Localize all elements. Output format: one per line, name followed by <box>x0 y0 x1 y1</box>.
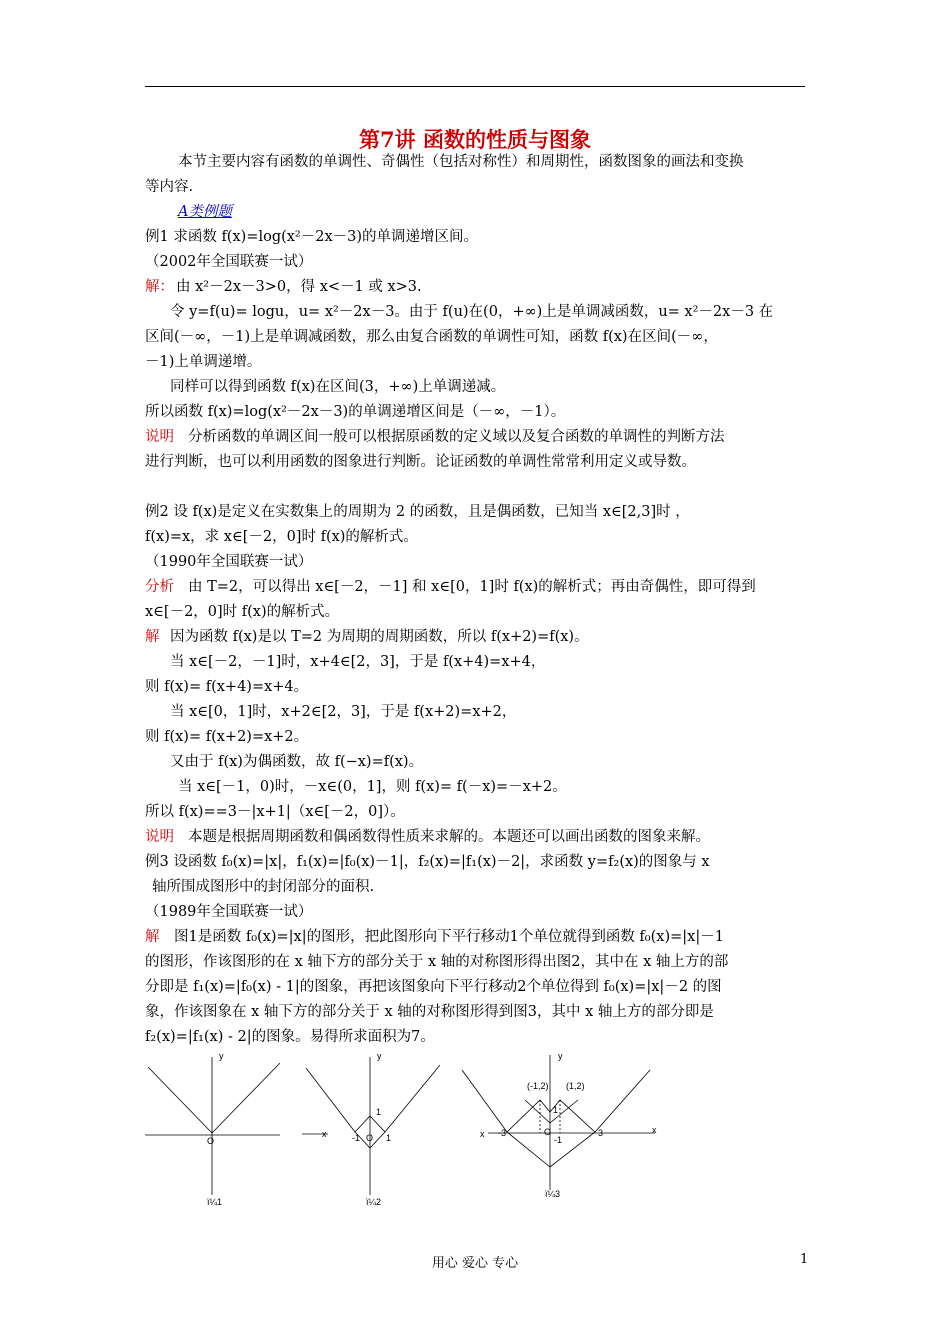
figure-3-inner-branch <box>525 1100 578 1123</box>
figure-2-tick-1: 1 <box>376 1107 382 1117</box>
figure-3-tick-minus-3: -3 <box>498 1128 507 1138</box>
figure-1-y-label: y <box>219 1051 224 1061</box>
function-graphs <box>0 1045 950 1215</box>
figure-3-point-label-left: (-1,2) <box>527 1081 549 1091</box>
figure-1-caption: ï¼1 <box>207 1197 223 1207</box>
example-3-source: （1989年全国联赛一试） <box>145 904 313 920</box>
figure-3-graph <box>462 1055 655 1190</box>
solution-line: 则 f(x)= f(x+2)=x+2。 <box>145 729 309 745</box>
figure-2-tick-minus-1: -1 <box>352 1133 361 1143</box>
figure-2-graph <box>302 1057 440 1195</box>
header-rule <box>145 86 805 87</box>
page-footer: 用心 爱心 专心 <box>431 1256 519 1271</box>
figure-1-origin-label: O <box>207 1136 215 1146</box>
example-2-source: （1990年全国联赛一试） <box>145 554 313 570</box>
example-1-statement: 例1 求函数 f(x)=log(x²－2x－3)的单调递增区间。 <box>145 229 479 245</box>
solution-line: 同样可以得到函数 f(x)在区间(3，+∞)上单调递减。 <box>170 379 506 395</box>
note-label: 说明 <box>145 429 174 445</box>
figure-2-tick-plus-1: 1 <box>386 1133 392 1143</box>
example-3-statement: 轴所围成图形中的封闭部分的面积. <box>152 879 375 895</box>
example-2-statement: f(x)=x，求 x∈[－2，0]时 f(x)的解析式。 <box>145 529 418 545</box>
solution-line: 由 x²－2x－3>0，得 x<－1 或 x>3. <box>176 279 422 295</box>
solution-label: 解 <box>145 629 160 645</box>
solution-line: 所以函数 f(x)=log(x²－2x－3)的单调递增区间是（－∞，－1）。 <box>145 404 566 420</box>
figure-3-tick-3: 3 <box>598 1128 604 1138</box>
example-2-statement: 例2 设 f(x)是定义在实数集上的周期为 2 的函数，且是偶函数，已知当 x∈[2,3]时 ， <box>145 504 690 520</box>
figure-3-x-label-right: x <box>652 1125 657 1135</box>
figure-2-x-label: x <box>322 1129 327 1139</box>
intro-line-1: 本节主要内容有函数的单调性、奇偶性（包括对称性）和周期性，函数图象的画法和变换 <box>178 154 744 170</box>
figure-3-y-label: y <box>558 1051 563 1061</box>
example-1-source: （2002年全国联赛一试） <box>145 254 313 270</box>
solution-line: f₂(x)=|f₁(x) - 2|的图象。易得所求面积为7。 <box>145 1029 435 1045</box>
solution-line: 分即是 f₁(x)=|f₀(x) - 1|的图象，再把该图象向下平行移动2个单位得到 f₀(x)=|x|－2 的图 <box>145 979 722 995</box>
page-number: 1 <box>800 1252 809 1267</box>
solution-label: 解 <box>145 929 160 945</box>
example-3-statement: 例3 设函数 f₀(x)=|x|，f₁(x)=|f₀(x)－1|，f₂(x)=|f₁(x)－2|，求函数 y=f₂(x)的图象与 x <box>145 854 710 870</box>
section-link[interactable]: A类例题 <box>178 204 232 220</box>
intro-line-2: 等内容. <box>145 179 194 195</box>
note-line: 本题是根据周期函数和偶函数得性质来求解的。本题还可以画出函数的图象来解。 <box>188 829 710 845</box>
figure-1-curve-right <box>212 1063 280 1133</box>
analysis-line: x∈[－2，0]时 f(x)的解析式。 <box>145 604 340 620</box>
solution-line: 当 x∈[－1，0)时，－x∈(0，1]，则 f(x)= f(－x)=－x+2。 <box>178 779 567 795</box>
figure-3-origin-label: O <box>544 1127 552 1137</box>
note-label: 说明 <box>145 829 174 845</box>
solution-line: 则 f(x)= f(x+4)=x+4。 <box>145 679 309 695</box>
figure-1-graph <box>145 1057 280 1195</box>
solution-label: 解： <box>145 279 174 295</box>
solution-line: 区间(－∞，－1)上是单调减函数，那么由复合函数的单调性可知，函数 f(x)在区间(－∞， <box>145 329 718 345</box>
figure-2-caption: ï¼2 <box>366 1197 382 1207</box>
solution-line: 令 y=f(u)= logu，u= x²－2x－3。由于 f(u)在(0，+∞)上是单调减函数，u= x²－2x－3 在 <box>170 304 774 320</box>
solution-line: 图1是函数 f₀(x)=|x|的图形，把此图形向下平行移动1个单位就得到函数 f₀(x)=|x|－1 <box>174 929 724 945</box>
solution-line: 又由于 f(x)为偶函数，故 f(−x)=f(x)。 <box>170 754 424 770</box>
figure-3-caption: ï¼3 <box>545 1189 561 1199</box>
solution-line: 因为函数 f(x)是以 T=2 为周期的周期函数，所以 f(x+2)=f(x)。 <box>170 629 589 645</box>
figure-3-curve <box>462 1070 650 1132</box>
analysis-line: 由 T=2，可以得出 x∈[－2，－1] 和 x∈[0，1]时 f(x)的解析式；再由奇偶性，即可得到 <box>188 579 756 595</box>
figure-3-tick-minus-1: -1 <box>554 1135 563 1145</box>
figure-2-origin-label: O <box>366 1133 374 1143</box>
figure-3-lower-branch <box>507 1132 595 1167</box>
analysis-label: 分析 <box>145 579 174 595</box>
figure-2-y-label: y <box>377 1051 382 1061</box>
note-line: 进行判断，也可以利用函数的图象进行判断。论证函数的单调性常常利用定义或导数。 <box>145 454 696 470</box>
figure-1-curve-left <box>148 1067 212 1133</box>
solution-line: 所以 f(x)==3－|x+1|（x∈[－2，0]）。 <box>145 804 405 820</box>
solution-line: 当 x∈[0，1]时，x+2∈[2，3]，于是 f(x+2)=x+2， <box>170 704 517 720</box>
note-line: 分析函数的单调区间一般可以根据原函数的定义域以及复合函数的单调性的判断方法 <box>188 429 725 445</box>
figure-3-point-label-right: (1,2) <box>566 1081 585 1091</box>
solution-line: 的图形，作该图形的在 x 轴下方的部分关于 x 轴的对称图形得出图2，其中在 x 轴上方的部 <box>145 954 729 970</box>
figure-3-x-label-left: x <box>480 1129 485 1139</box>
page-title: 第7讲 函数的性质与图象 <box>359 127 591 152</box>
solution-line: 象，作该图象在 x 轴下方的部分关于 x 轴的对称图形得到图3，其中 x 轴上方的部分即是 <box>145 1004 714 1020</box>
figure-2-curve <box>306 1065 440 1132</box>
figure-3-tick-1: 1 <box>553 1105 559 1115</box>
solution-line: 当 x∈[－2，－1]时，x+4∈[2，3]，于是 f(x+4)=x+4， <box>170 654 546 670</box>
solution-line: －1)上单调递增。 <box>145 354 262 370</box>
